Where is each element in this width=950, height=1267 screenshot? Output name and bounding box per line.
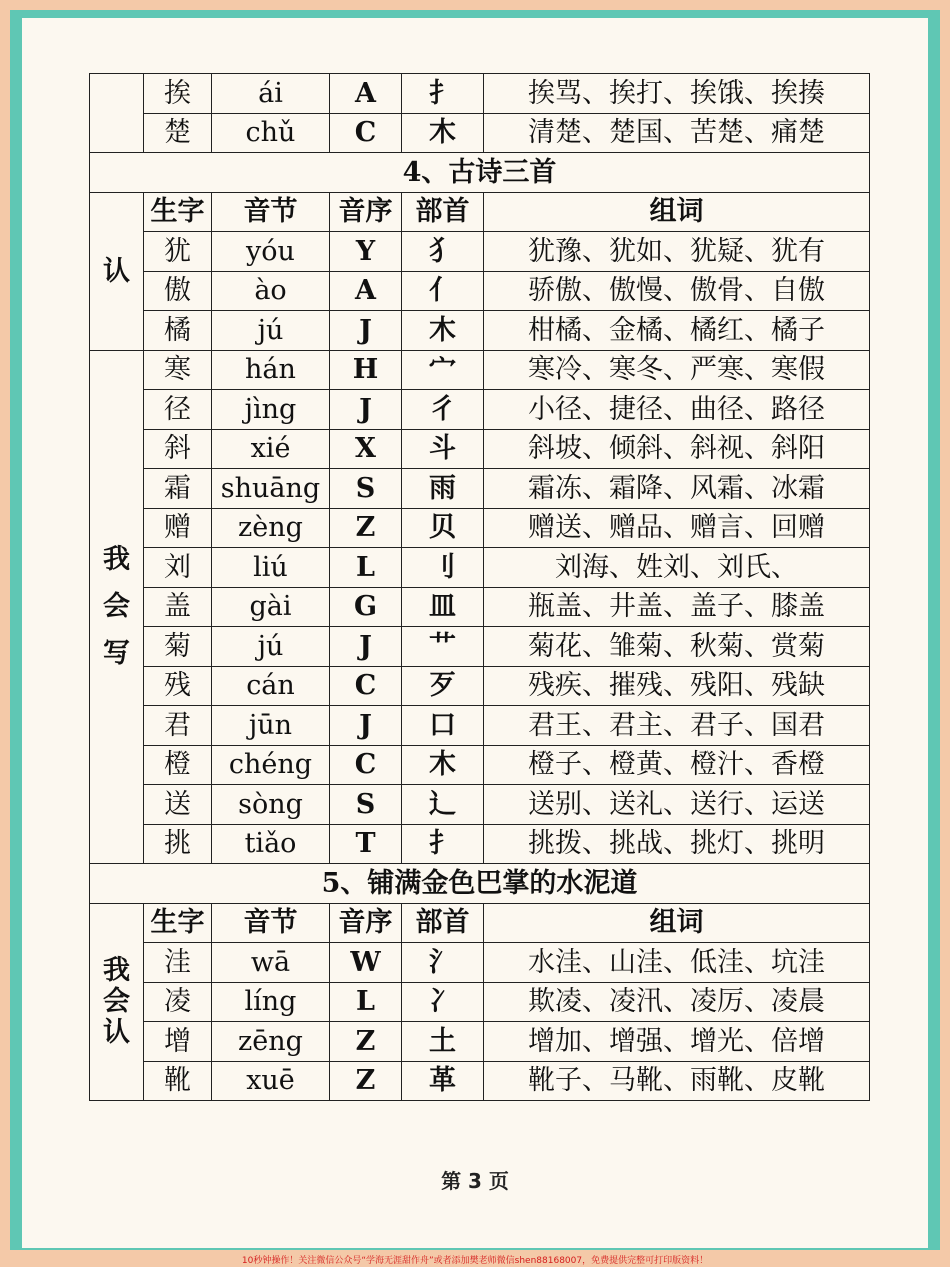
group-label xyxy=(90,350,144,864)
group-label-char: 我 xyxy=(103,955,130,987)
header-letter: 音序 xyxy=(330,903,402,943)
letter-cell: C xyxy=(330,113,402,153)
blank-cell xyxy=(90,74,144,153)
words-cell: 挑拨、挑战、挑灯、挑明 xyxy=(484,824,870,864)
header-row xyxy=(90,192,870,232)
table-row xyxy=(90,943,870,983)
table-row xyxy=(90,469,870,509)
letter-cell: Y xyxy=(330,232,402,272)
radical-cell: 扌 xyxy=(402,824,484,864)
words-cell: 犹豫、犹如、犹疑、犹有 xyxy=(484,232,870,272)
letter-cell: Z xyxy=(330,1061,402,1101)
letter-cell: S xyxy=(330,469,402,509)
page-number xyxy=(0,1165,950,1194)
letter-cell: X xyxy=(330,429,402,469)
words-cell: 寒冷、寒冬、严寒、寒假 xyxy=(484,350,870,390)
section-title: 4、古诗三首 xyxy=(90,153,870,193)
radical-cell: 亻 xyxy=(402,271,484,311)
pinyin-cell: xuē xyxy=(212,1061,330,1101)
char-cell: 径 xyxy=(144,390,212,430)
header-row xyxy=(90,903,870,943)
header-letter: 音序 xyxy=(330,192,402,232)
page-number-value: 3 xyxy=(468,1169,482,1193)
group-label-char: 会 xyxy=(103,986,130,1018)
radical-cell: 口 xyxy=(402,706,484,746)
char-cell: 盖 xyxy=(144,587,212,627)
table-row xyxy=(90,666,870,706)
table-row xyxy=(90,74,870,114)
words-cell: 小径、捷径、曲径、路径 xyxy=(484,390,870,430)
pinyin-cell: wā xyxy=(212,943,330,983)
pinyin-cell: xié xyxy=(212,429,330,469)
header-radical: 部首 xyxy=(402,903,484,943)
char-cell: 增 xyxy=(144,1022,212,1062)
letter-cell: C xyxy=(330,666,402,706)
words-cell: 水洼、山洼、低洼、坑洼 xyxy=(484,943,870,983)
group-label: 认 xyxy=(90,192,144,350)
pinyin-cell: tiǎo xyxy=(212,824,330,864)
table-row xyxy=(90,232,870,272)
table-row xyxy=(90,1061,870,1101)
header-pinyin: 音节 xyxy=(212,903,330,943)
radical-cell: 歹 xyxy=(402,666,484,706)
table-row xyxy=(90,350,870,390)
pinyin-cell: liú xyxy=(212,548,330,588)
char-cell: 橘 xyxy=(144,311,212,351)
table-row xyxy=(90,311,870,351)
radical-cell: 刂 xyxy=(402,548,484,588)
pinyin-cell: shuāng xyxy=(212,469,330,509)
char-cell: 楚 xyxy=(144,113,212,153)
char-cell: 挑 xyxy=(144,824,212,864)
group-label-char: 我 xyxy=(103,544,130,576)
group-label-char: 认 xyxy=(103,1017,130,1049)
table-row xyxy=(90,587,870,627)
char-cell: 靴 xyxy=(144,1061,212,1101)
table-row xyxy=(90,745,870,785)
section-title-row xyxy=(90,864,870,904)
char-cell: 斜 xyxy=(144,429,212,469)
letter-cell: W xyxy=(330,943,402,983)
table-row xyxy=(90,390,870,430)
radical-cell: 彳 xyxy=(402,390,484,430)
char-cell: 送 xyxy=(144,785,212,825)
table-row xyxy=(90,271,870,311)
page-number-suffix: 页 xyxy=(488,1169,509,1193)
char-cell: 君 xyxy=(144,706,212,746)
radical-cell: 斗 xyxy=(402,429,484,469)
radical-cell: 扌 xyxy=(402,74,484,114)
letter-cell: L xyxy=(330,548,402,588)
words-cell: 增加、增强、增光、倍增 xyxy=(484,1022,870,1062)
char-cell: 霜 xyxy=(144,469,212,509)
words-cell: 斜坡、倾斜、斜视、斜阳 xyxy=(484,429,870,469)
char-cell: 刘 xyxy=(144,548,212,588)
words-cell: 赠送、赠品、赠言、回赠 xyxy=(484,508,870,548)
pinyin-cell: zēng xyxy=(212,1022,330,1062)
letter-cell: A xyxy=(330,74,402,114)
pinyin-cell: zèng xyxy=(212,508,330,548)
pinyin-cell: hán xyxy=(212,350,330,390)
words-cell: 菊花、雏菊、秋菊、赏菊 xyxy=(484,627,870,667)
char-cell: 赠 xyxy=(144,508,212,548)
page-number-prefix: 第 xyxy=(441,1169,462,1193)
header-char: 生字 xyxy=(144,903,212,943)
radical-cell: 皿 xyxy=(402,587,484,627)
char-cell: 凌 xyxy=(144,982,212,1022)
letter-cell: T xyxy=(330,824,402,864)
char-cell: 橙 xyxy=(144,745,212,785)
pinyin-cell: jú xyxy=(212,627,330,667)
header-words: 组词 xyxy=(484,903,870,943)
pinyin-cell: gài xyxy=(212,587,330,627)
words-cell: 清楚、楚国、苦楚、痛楚 xyxy=(484,113,870,153)
radical-cell: 雨 xyxy=(402,469,484,509)
pinyin-cell: jūn xyxy=(212,706,330,746)
vocab-table-body xyxy=(90,74,870,1101)
letter-cell: H xyxy=(330,350,402,390)
pinyin-cell: líng xyxy=(212,982,330,1022)
char-cell: 洼 xyxy=(144,943,212,983)
table-row xyxy=(90,1022,870,1062)
pinyin-cell: sòng xyxy=(212,785,330,825)
words-cell: 刘海、姓刘、刘氏、 xyxy=(484,548,870,588)
letter-cell: J xyxy=(330,706,402,746)
radical-cell: 宀 xyxy=(402,350,484,390)
table-row xyxy=(90,429,870,469)
words-cell: 君王、君主、君子、国君 xyxy=(484,706,870,746)
letter-cell: Z xyxy=(330,1022,402,1062)
footer-notice: 10秒钟操作！关注微信公众号“学海无涯甜作舟”或者添加樊老师微信shen88168007，免费提供完整可打印版资料！ xyxy=(241,1256,709,1266)
header-pinyin: 音节 xyxy=(212,192,330,232)
words-cell: 瓶盖、井盖、盖子、膝盖 xyxy=(484,587,870,627)
pinyin-cell: yóu xyxy=(212,232,330,272)
radical-cell: 木 xyxy=(402,745,484,785)
pinyin-cell: ào xyxy=(212,271,330,311)
words-cell: 残疾、摧残、残阳、残缺 xyxy=(484,666,870,706)
char-cell: 犹 xyxy=(144,232,212,272)
header-char: 生字 xyxy=(144,192,212,232)
letter-cell: J xyxy=(330,627,402,667)
radical-cell: 艹 xyxy=(402,627,484,667)
table-row xyxy=(90,548,870,588)
table-row xyxy=(90,785,870,825)
group-label-char: 会 xyxy=(103,591,130,623)
pinyin-cell: chǔ xyxy=(212,113,330,153)
letter-cell: G xyxy=(330,587,402,627)
pinyin-cell: cán xyxy=(212,666,330,706)
table-row xyxy=(90,627,870,667)
radical-cell: 辶 xyxy=(402,785,484,825)
pinyin-cell: jìng xyxy=(212,390,330,430)
header-words: 组词 xyxy=(484,192,870,232)
char-cell: 傲 xyxy=(144,271,212,311)
vocab-table xyxy=(89,73,870,1101)
header-radical: 部首 xyxy=(402,192,484,232)
radical-cell: 冫 xyxy=(402,982,484,1022)
letter-cell: J xyxy=(330,311,402,351)
char-cell: 挨 xyxy=(144,74,212,114)
words-cell: 挨骂、挨打、挨饿、挨揍 xyxy=(484,74,870,114)
radical-cell: 木 xyxy=(402,311,484,351)
pinyin-cell: ái xyxy=(212,74,330,114)
letter-cell: L xyxy=(330,982,402,1022)
group-label xyxy=(90,903,144,1101)
char-cell: 菊 xyxy=(144,627,212,667)
table-row xyxy=(90,706,870,746)
words-cell: 送别、送礼、送行、运送 xyxy=(484,785,870,825)
radical-cell: 氵 xyxy=(402,943,484,983)
table-row xyxy=(90,113,870,153)
words-cell: 柑橘、金橘、橘红、橘子 xyxy=(484,311,870,351)
letter-cell: Z xyxy=(330,508,402,548)
section-title: 5、铺满金色巴掌的水泥道 xyxy=(90,864,870,904)
radical-cell: 土 xyxy=(402,1022,484,1062)
table-row xyxy=(90,982,870,1022)
words-cell: 霜冻、霜降、风霜、冰霜 xyxy=(484,469,870,509)
words-cell: 靴子、马靴、雨靴、皮靴 xyxy=(484,1061,870,1101)
section-title-row xyxy=(90,153,870,193)
group-label-char: 写 xyxy=(103,638,130,670)
table-row xyxy=(90,824,870,864)
letter-cell: A xyxy=(330,271,402,311)
letter-cell: C xyxy=(330,745,402,785)
words-cell: 橙子、橙黄、橙汁、香橙 xyxy=(484,745,870,785)
words-cell: 骄傲、傲慢、傲骨、自傲 xyxy=(484,271,870,311)
letter-cell: S xyxy=(330,785,402,825)
radical-cell: 木 xyxy=(402,113,484,153)
words-cell: 欺凌、凌汛、凌厉、凌晨 xyxy=(484,982,870,1022)
char-cell: 残 xyxy=(144,666,212,706)
table-row xyxy=(90,508,870,548)
pinyin-cell: jú xyxy=(212,311,330,351)
radical-cell: 革 xyxy=(402,1061,484,1101)
radical-cell: 贝 xyxy=(402,508,484,548)
radical-cell: 犭 xyxy=(402,232,484,272)
letter-cell: J xyxy=(330,390,402,430)
pinyin-cell: chéng xyxy=(212,745,330,785)
char-cell: 寒 xyxy=(144,350,212,390)
